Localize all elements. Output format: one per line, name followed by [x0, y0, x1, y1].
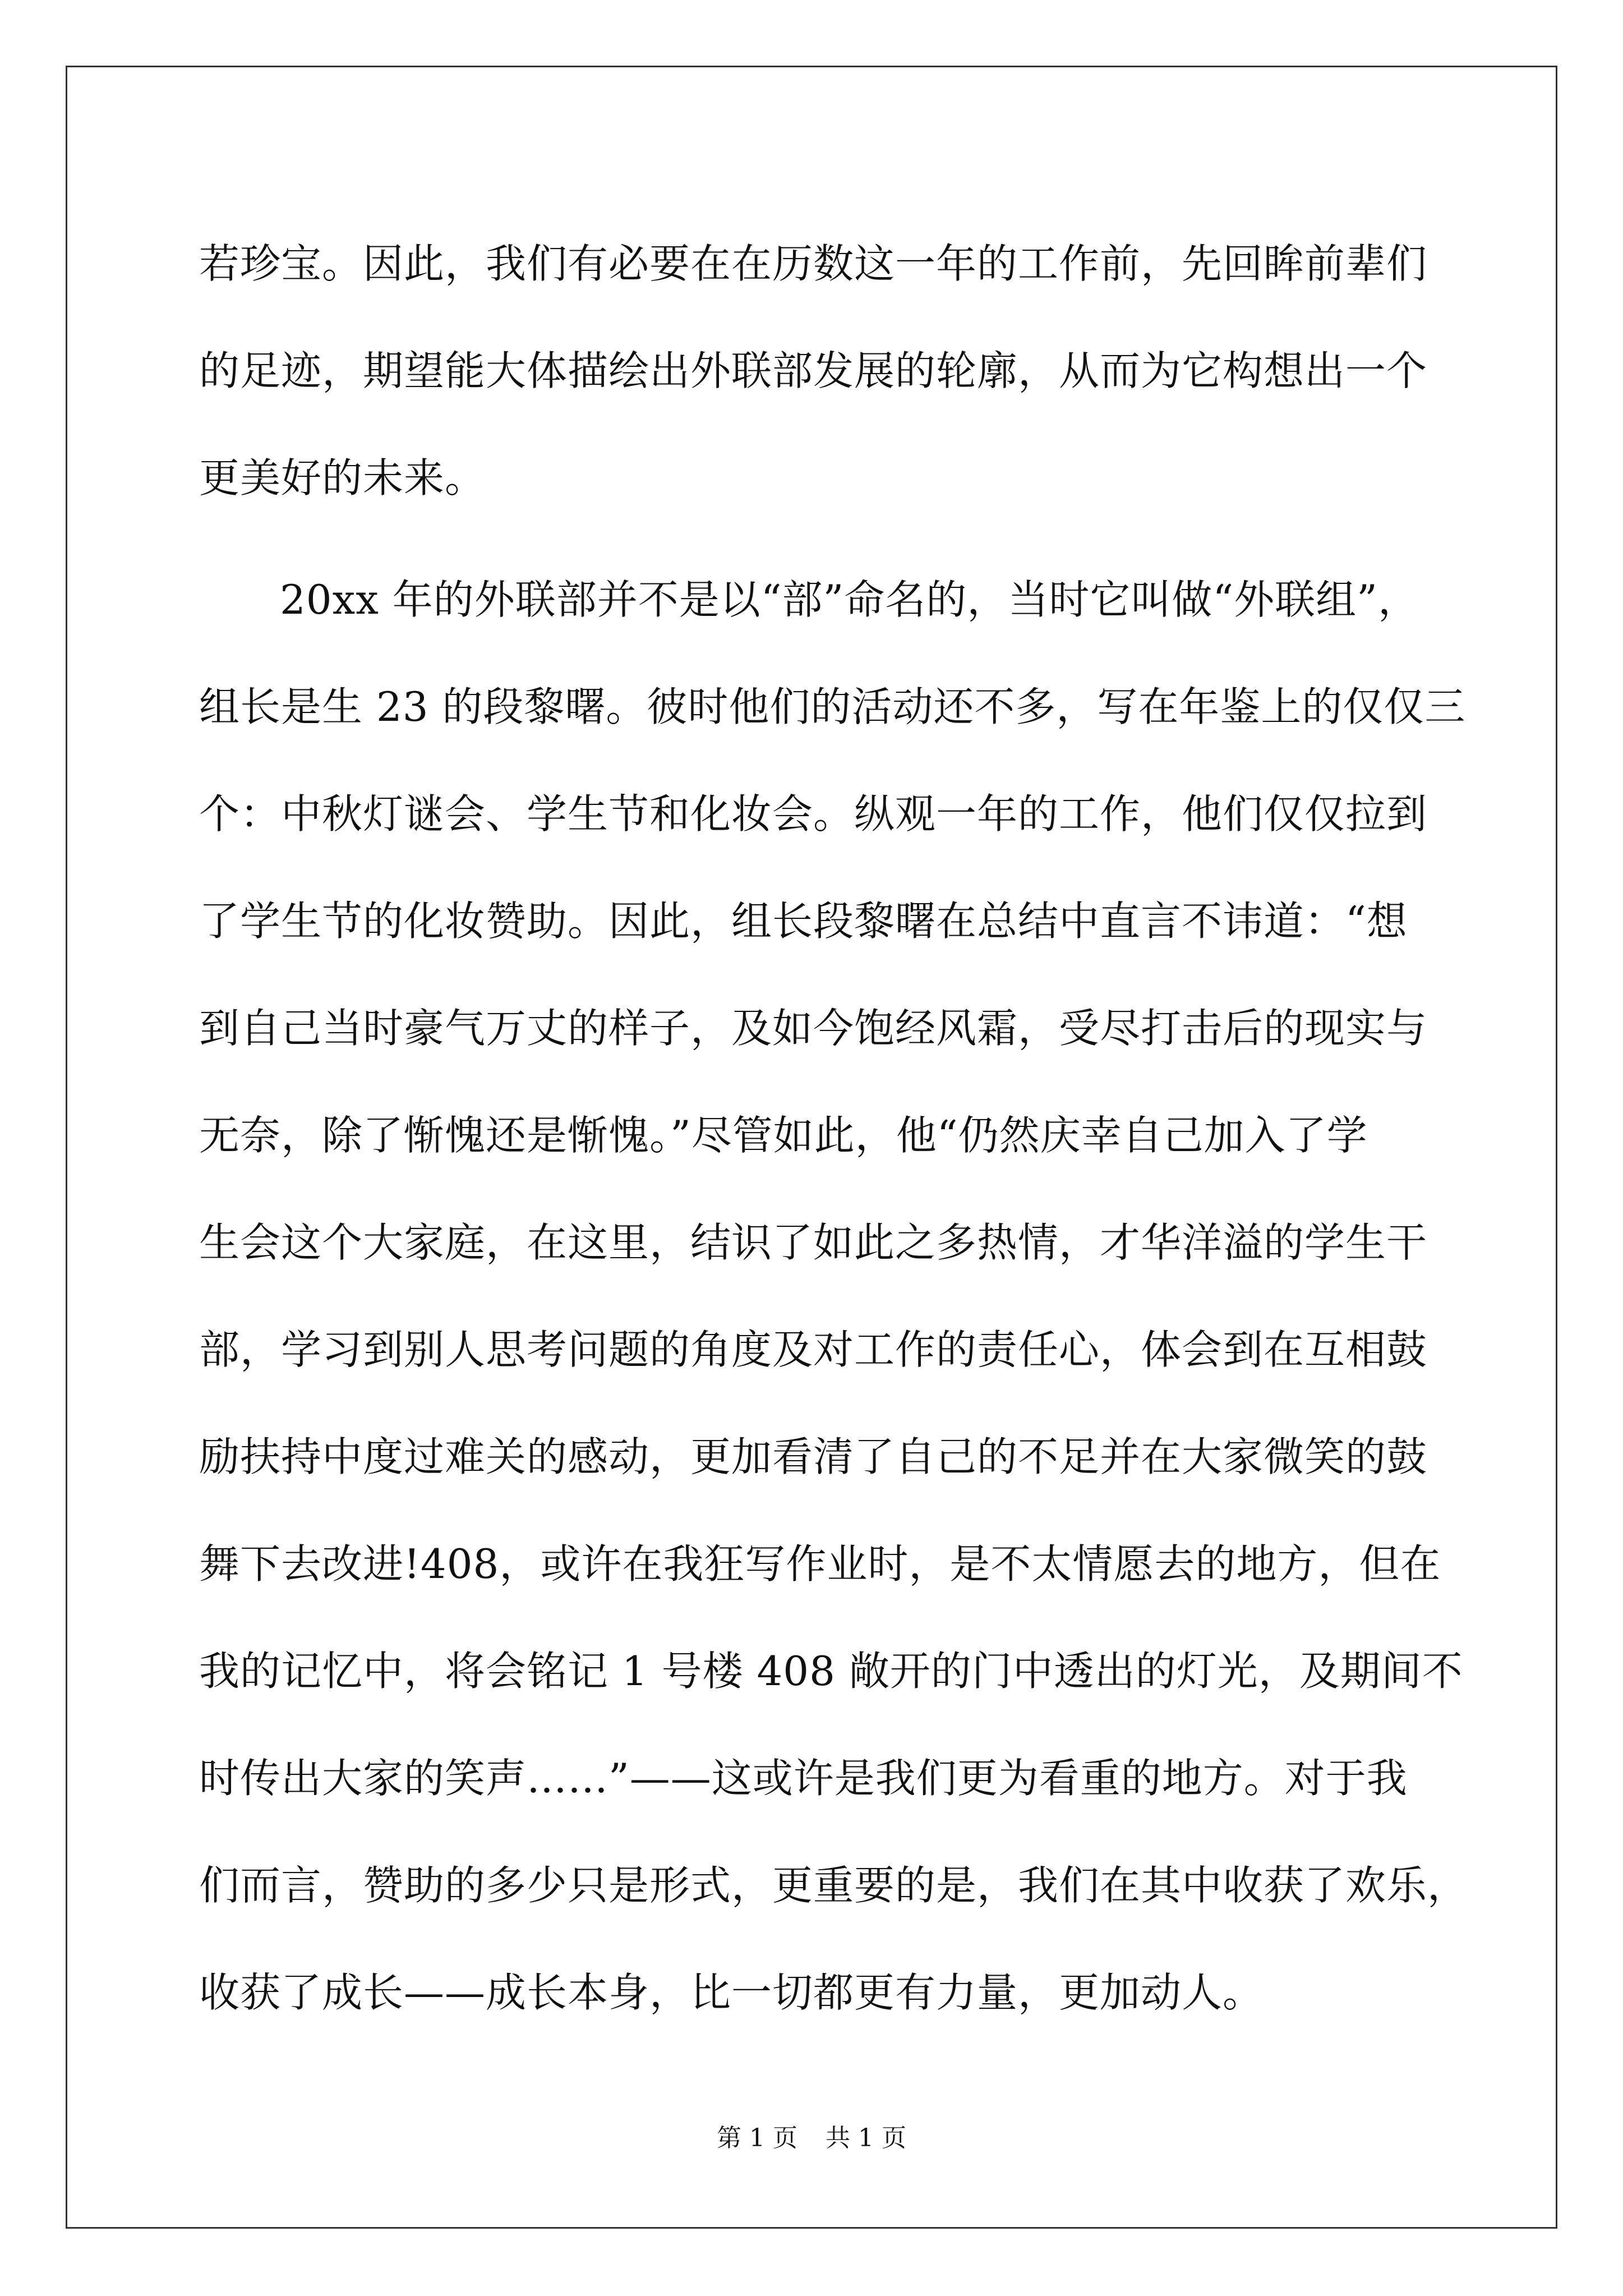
text-line: 20xx 年的外联部并不是以“部”命名的，当时它叫做“外联组”， [280, 576, 1419, 623]
text-line: 部，学习到别人思考问题的角度及对工作的责任心，体会到在互相鼓 [199, 1326, 1428, 1373]
text-line: 个：中秋灯谜会、学生节和化妆会。纵观一年的工作，他们仅仅拉到 [199, 790, 1428, 838]
text-line: 们而言，赞助的多少只是形式，更重要的是，我们在其中收获了欢乐， [199, 1862, 1469, 1909]
text-line: 组长是生 23 的段黎曙。彼时他们的活动还不多，写在年鉴上的仅仅三 [199, 683, 1466, 730]
paragraph-1 [199, 210, 1427, 532]
text-line: 我的记忆中，将会铭记 1 号楼 408 敞开的门中透出的灯光，及期间不 [199, 1648, 1463, 1695]
text-line: 收获了成长——成长本身，比一切都更有力量，更加动人。 [199, 1969, 1264, 2016]
text-line: 若珍宝。因此，我们有必要在在历数这一年的工作前，先回眸前辈们 [199, 240, 1428, 287]
text-line: 的足迹，期望能大体描绘出外联部发展的轮廓，从而为它构想出一个 [199, 347, 1428, 394]
page-number-total: 共 1 页 [826, 2124, 906, 2152]
page-footer [0, 2122, 1623, 2155]
paragraph-2 [199, 546, 1469, 2046]
page-number-current: 第 1 页 [717, 2124, 797, 2152]
text-line: 无奈，除了惭愧还是惭愧。”尽管如此，他“仍然庆幸自己加入了学 [199, 1112, 1368, 1159]
text-line: 了学生节的化妆赞助。因此，组长段黎曙在总结中直言不讳道：“想 [199, 898, 1408, 945]
text-line: 励扶持中度过难关的感动，更加看清了自己的不足并在大家微笑的鼓 [199, 1433, 1428, 1480]
text-line: 时传出大家的笑声……”——这或许是我们更为看重的地方。对于我 [199, 1755, 1408, 1802]
document-body [199, 210, 1469, 2046]
text-line: 舞下去改进!408，或许在我狂写作业时，是不太情愿去的地方，但在 [199, 1540, 1441, 1588]
text-line: 到自己当时豪气万丈的样子，及如今饱经风霜，受尽打击后的现实与 [199, 1005, 1428, 1052]
text-line: 更美好的未来。 [199, 454, 486, 501]
text-line: 生会这个大家庭，在这里，结识了如此之多热情，才华洋溢的学生干 [199, 1219, 1428, 1266]
